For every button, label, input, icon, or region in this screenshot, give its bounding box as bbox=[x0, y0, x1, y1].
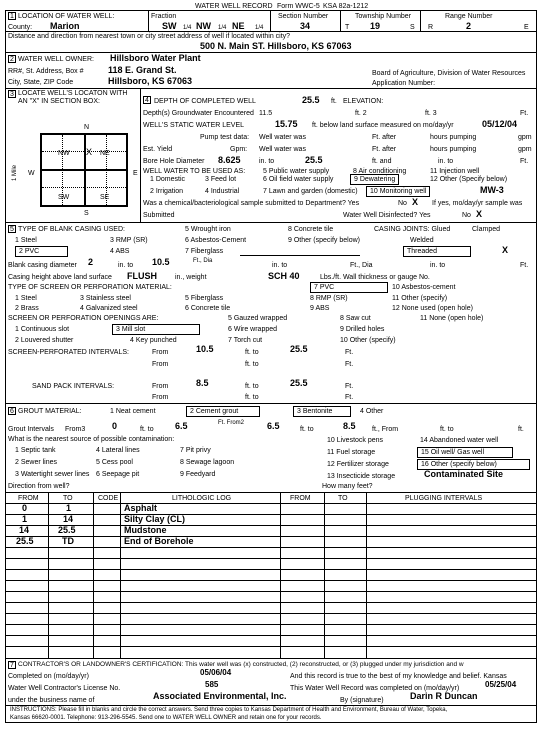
use-label: WELL WATER TO BE USED AS: bbox=[143, 168, 246, 175]
depth-value: 25.5 bbox=[302, 95, 320, 105]
disinfected-label: Water Well Disinfected? Yes bbox=[343, 212, 431, 219]
record-completed-label: This Water Well Record was completed on (mo/day/yr) bbox=[290, 685, 460, 692]
yield-gpm: Gpm: bbox=[230, 146, 248, 153]
static-level-label: WELL'S STATIC WATER LEVEL bbox=[143, 122, 245, 129]
grout-bentonite: 3 Bentonite bbox=[293, 406, 351, 417]
sand-ft: Ft. bbox=[345, 383, 354, 390]
contamination-label: What is the nearest source of possible contamination: bbox=[8, 436, 175, 443]
use-other: 12 Other (Specify below) bbox=[430, 176, 508, 183]
log-row-2-to: 14 bbox=[63, 514, 74, 524]
log-row-4-from: 25.5 bbox=[16, 536, 34, 546]
grout-ft-to-3: ft. to bbox=[440, 426, 454, 433]
casing-other: 9 Other (specify below) bbox=[288, 237, 360, 244]
contam-insecticide: 13 Insecticide storage bbox=[327, 473, 396, 480]
use-feedlot: 3 Feed lot bbox=[205, 176, 237, 183]
log-header-to: TO bbox=[63, 495, 73, 502]
screen-ft-2: Ft. bbox=[345, 361, 354, 368]
casing-concrete: 8 Concrete tile bbox=[288, 226, 334, 233]
contam-septic: 1 Septic tank bbox=[15, 447, 56, 454]
log-header-lithologic: LITHOLOGIC LOG bbox=[172, 495, 232, 502]
screen-to-value: 25.5 bbox=[290, 344, 308, 354]
certification-text: CONTRACTOR'S OR LANDOWNER'S CERTIFICATION: This water well was (x) constructed, (2) reconstructed, or (3) plugged under my jurisdiction and w bbox=[18, 661, 464, 668]
compass-s: S bbox=[84, 210, 89, 217]
well-location-x: X bbox=[86, 147, 93, 157]
pump-ft-after: Ft. after bbox=[372, 134, 397, 141]
grout-from2-value: 6.5 bbox=[267, 421, 280, 431]
casing-welded: Welded bbox=[410, 237, 434, 244]
grout-ft-to-2: ft. to bbox=[300, 426, 314, 433]
contam-feedyard: 9 Feedyard bbox=[180, 471, 216, 478]
grout-ft-to: ft. to bbox=[140, 426, 154, 433]
screen-galvanized: 4 Galvanized steel bbox=[80, 305, 138, 312]
use-dewatering: 9 Dewatering bbox=[350, 174, 399, 185]
grout-intervals-label: Grout Intervals bbox=[8, 426, 54, 433]
screen-brass: 2 Brass bbox=[15, 305, 39, 312]
contam-fertilizer: 12 Fertilizer storage bbox=[327, 461, 389, 468]
casing-pvc: 2 PVC bbox=[15, 246, 68, 257]
use-industrial: 4 Industrial bbox=[205, 188, 240, 195]
locate-label-2: AN "X" IN SECTION BOX: bbox=[18, 98, 100, 105]
log-row-4-log: End of Borehole bbox=[124, 536, 194, 546]
section-number-label: Section Number bbox=[278, 13, 329, 20]
opening-continuous: 1 Continuous slot bbox=[15, 326, 70, 333]
grout-neat: 1 Neat cement bbox=[110, 408, 156, 415]
casing-sch: SCH 40 bbox=[268, 271, 300, 281]
log-row-2-from: 1 bbox=[22, 514, 28, 524]
casing-wrought-iron: 5 Wrought iron bbox=[185, 226, 231, 233]
yield-water-was: Well water was bbox=[259, 146, 306, 153]
sand-from-label-2: From bbox=[152, 394, 169, 401]
signature-name: Darin R Duncan bbox=[410, 691, 478, 701]
sand-to-label: ft. to bbox=[245, 383, 259, 390]
yield-label: Est. Yield bbox=[143, 146, 173, 153]
sand-to-label-2: ft. to bbox=[245, 394, 259, 401]
groundwater-1: 11.5 bbox=[259, 110, 273, 117]
elevation-label: ELEVATION: bbox=[343, 98, 384, 105]
opening-none: 11 None (open hole) bbox=[420, 315, 484, 322]
casing-clamped: Clamped bbox=[472, 226, 501, 233]
owner-value: Hillsboro Water Plant bbox=[110, 53, 201, 63]
county-value: Marion bbox=[50, 21, 80, 31]
pump-gpm: gpm bbox=[518, 134, 532, 141]
bore-ft-and: ft. and bbox=[372, 158, 392, 165]
monitoring-well-id: MW-3 bbox=[480, 185, 504, 195]
distance-value: 500 N. Main ST. Hillsboro, KS 67063 bbox=[200, 41, 352, 51]
grout-from3: From3 bbox=[65, 426, 86, 433]
sand-from-label: From bbox=[152, 383, 169, 390]
pump-test-label: Pump test data: bbox=[200, 134, 250, 141]
opening-torch: 7 Torch cut bbox=[228, 337, 263, 344]
casing-diameter-value: 2 bbox=[88, 257, 94, 267]
how-many-feet-label: How many feet? bbox=[322, 483, 373, 490]
casing-threaded: Threaded bbox=[403, 246, 471, 257]
chem-no-label: No bbox=[398, 200, 407, 207]
range-value: 2 bbox=[466, 21, 472, 31]
bore-ft: Ft. bbox=[520, 158, 529, 165]
business-label: under the business name of bbox=[8, 697, 95, 704]
depth-label: DEPTH OF COMPLETED WELL bbox=[154, 98, 256, 105]
pump-hours: hours pumping bbox=[430, 134, 477, 141]
opening-gauzed: 5 Gauzed wrapped bbox=[228, 315, 288, 322]
use-oilfield: 6 Oil field water supply bbox=[263, 176, 334, 183]
contam-seepage: 6 Seepage pit bbox=[96, 471, 140, 478]
groundwater-3-label: ft. 3 bbox=[425, 110, 437, 117]
instructions-line-1: INSTRUCTIONS: Please fill in blanks and circle the correct answers. Send three copies to Kansas Department of Health and Environment, Bureau of Water, Topeka, bbox=[10, 707, 448, 713]
use-lawn: 7 Lawn and garden (domestic) bbox=[263, 188, 358, 195]
chem-if-yes: If yes, mo/day/yr sample was bbox=[432, 200, 523, 207]
license-number: 585 bbox=[205, 680, 219, 689]
compass-e: E bbox=[133, 170, 138, 177]
section-number-value: 34 bbox=[300, 21, 311, 31]
distance-label: Distance and direction from nearest town or city street address of well if located within city? bbox=[8, 33, 291, 40]
casing-in-to-2: in. to bbox=[272, 262, 288, 269]
casing-steel: 1 Steel bbox=[15, 237, 37, 244]
groundwater-ft: Ft. bbox=[520, 110, 529, 117]
license-label: Water Well Contractor's License No. bbox=[8, 685, 121, 692]
casing-joints-label: CASING JOINTS: Glued bbox=[374, 226, 451, 233]
board-label: Board of Agriculture, Division of Water Resources bbox=[372, 70, 526, 77]
instructions-line-2: Kansas 66620-0001. Telephone: 913-296-5545. Send one to WATER WELL OWNER and retain one for your records. bbox=[10, 715, 322, 721]
quadrant-nw: NW bbox=[58, 150, 70, 157]
screen-to-label: ft. to bbox=[245, 349, 259, 356]
section-1-number: 1 bbox=[8, 12, 16, 20]
chem-sample-label: Was a chemical/bacteriological sample submitted to Department? Yes bbox=[143, 200, 360, 207]
grout-other: 4 Other bbox=[360, 408, 384, 415]
county-label: County: bbox=[8, 24, 33, 31]
log-header-plugging: PLUGGING INTERVALS bbox=[405, 495, 483, 502]
ksa-ref: KSA 82a-1212 bbox=[323, 3, 369, 10]
screen-asbestos: 10 Asbestos-cement bbox=[392, 284, 456, 291]
grout-ft: ft. bbox=[518, 426, 524, 433]
township-label: Township Number bbox=[355, 13, 412, 20]
street-label: RR#, St. Address, Box # bbox=[8, 68, 84, 75]
grout-ft-from2: Ft. From2 bbox=[218, 420, 245, 426]
contam-watertight: 3 Watertight sewer lines bbox=[15, 471, 90, 478]
casing-ft-3: Ft. bbox=[520, 262, 529, 269]
use-air: 8 Air conditioning bbox=[353, 168, 407, 175]
chem-no-x: X bbox=[412, 197, 419, 207]
opening-key: 4 Key punched bbox=[130, 337, 177, 344]
record-true-text: And this record is true to the best of my knowledge and belief. Kansas bbox=[290, 673, 507, 680]
grout-label: GROUT MATERIAL: bbox=[18, 408, 82, 415]
section-2-number: 2 bbox=[8, 55, 16, 63]
locate-label-1: LOCATE WELL'S LOCATON WITH bbox=[18, 90, 128, 97]
opening-drilled: 9 Drilled holes bbox=[340, 326, 385, 333]
contam-abandoned: 14 Abandoned water well bbox=[420, 437, 499, 444]
casing-diameter-label: Blank casing diameter bbox=[8, 262, 77, 269]
quarter-mark-3: 1/4 bbox=[255, 25, 264, 31]
screen-abs: 9 ABS bbox=[310, 305, 330, 312]
opening-wire: 6 Wire wrapped bbox=[228, 326, 278, 333]
grout-cement: 2 Cement grout bbox=[186, 406, 260, 417]
log-row-3-to: 25.5 bbox=[58, 525, 76, 535]
city-value: Hillsboro, KS 67063 bbox=[108, 76, 193, 86]
fraction-q2: NW bbox=[196, 21, 211, 31]
bore-in-to: in. to bbox=[259, 158, 275, 165]
business-name: Associated Environmental, Inc. bbox=[153, 691, 287, 701]
sand-ft-2: Ft. bbox=[345, 394, 354, 401]
opening-mill-slot: 3 Mill slot bbox=[112, 324, 200, 335]
quarter-mark-1: 1/4 bbox=[183, 25, 192, 31]
contam-livestock: 10 Livestock pens bbox=[327, 437, 384, 444]
yield-gpm-2: gpm bbox=[518, 146, 532, 153]
groundwater-label: Depth(s) Groundwater Encountered bbox=[143, 110, 254, 117]
city-label: City, State, ZIP Code bbox=[8, 79, 74, 86]
screen-to-label-2: ft. to bbox=[245, 361, 259, 368]
use-public: 5 Public water supply bbox=[263, 168, 330, 175]
log-row-1-from: 0 bbox=[22, 503, 28, 513]
log-header-plug-to: TO bbox=[338, 495, 348, 502]
opening-saw: 8 Saw cut bbox=[340, 315, 371, 322]
quadrant-sw: SW bbox=[58, 194, 70, 201]
quadrant-ne: NE bbox=[100, 150, 110, 157]
use-irrigation: 2 Irrigation bbox=[150, 188, 184, 195]
screen-rmp: 8 RMP (SR) bbox=[310, 295, 348, 302]
screen-stainless: 3 Stainless steel bbox=[80, 295, 131, 302]
casing-diameter-to: 10.5 bbox=[152, 257, 170, 267]
screen-from-label-2: From bbox=[152, 361, 169, 368]
log-row-3-from: 14 bbox=[19, 525, 30, 535]
contaminated-site: Contaminated Site bbox=[424, 469, 504, 479]
screen-material-label: TYPE OF SCREEN OR PERFORATION MATERIAL: bbox=[8, 284, 172, 291]
application-number-label: Application Number: bbox=[372, 80, 436, 87]
screen-fiberglass: 5 Fiberglass bbox=[185, 295, 224, 302]
opening-other: 10 Other (specify) bbox=[340, 337, 396, 344]
compass-w: W bbox=[28, 170, 35, 177]
log-header-from: FROM bbox=[18, 495, 39, 502]
disinfected-no-x: X bbox=[476, 209, 483, 219]
casing-ft-dia-1: Ft., Dia bbox=[193, 258, 213, 264]
casing-height-value: FLUSH bbox=[127, 271, 157, 281]
casing-rmp: 3 RMP (SR) bbox=[110, 237, 148, 244]
casing-lbs-label: Lbs./ft. Wall thickness or gauge No. bbox=[320, 274, 430, 281]
range-e: E bbox=[524, 24, 529, 31]
use-domestic: 1 Domestic bbox=[150, 176, 186, 183]
casing-fiberglass: 7 Fiberglass bbox=[185, 248, 224, 255]
form-title: WATER WELL RECORD bbox=[195, 3, 273, 10]
log-row-2-log: Silty Clay (CL) bbox=[124, 514, 186, 524]
sand-to-value: 25.5 bbox=[290, 378, 308, 388]
casing-abs: 4 ABS bbox=[110, 248, 130, 255]
township-value: 19 bbox=[370, 21, 381, 31]
grout-to2-value: 8.5 bbox=[343, 421, 356, 431]
quadrant-se: SE bbox=[100, 194, 110, 201]
screen-pvc: 7 PVC bbox=[310, 282, 388, 293]
contam-cess: 5 Cess pool bbox=[96, 459, 133, 466]
quarter-mark-2: 1/4 bbox=[218, 25, 227, 31]
screen-ft: Ft. bbox=[345, 349, 354, 356]
township-s: S bbox=[410, 24, 415, 31]
static-level-desc: ft. below land surface measured on mo/day/yr bbox=[312, 122, 454, 129]
yield-ft-after: Ft. after bbox=[372, 146, 397, 153]
fraction-q3: NE bbox=[232, 21, 245, 31]
mile-label: 1 Mile bbox=[12, 164, 19, 182]
grout-ft-from: ft., From bbox=[372, 426, 399, 433]
casing-in-to: in. to bbox=[118, 262, 134, 269]
use-monitoring: 10 Monitoring well bbox=[366, 186, 430, 197]
openings-label: SCREEN OR PERFORATION OPENINGS ARE: bbox=[8, 315, 159, 322]
section-4-number: 4 bbox=[143, 96, 151, 104]
log-row-1-log: Asphalt bbox=[124, 503, 158, 513]
screen-concrete: 6 Concrete tile bbox=[185, 305, 231, 312]
log-row-4-to: TD bbox=[62, 536, 74, 546]
location-label: LOCATION OF WATER WELL: bbox=[18, 13, 115, 20]
bore-to-value: 25.5 bbox=[305, 155, 323, 165]
yield-hours: hours pumping bbox=[430, 146, 477, 153]
fraction-label: Fraction bbox=[151, 13, 177, 20]
static-level-date: 05/12/04 bbox=[482, 119, 518, 129]
section-3-number: 3 bbox=[8, 90, 16, 98]
pump-water-was: Well water was bbox=[259, 134, 306, 141]
section-5-number: 5 bbox=[8, 225, 16, 233]
static-level-value: 15.75 bbox=[275, 119, 298, 129]
street-value: 118 E. Grand St. bbox=[108, 65, 177, 75]
log-header-plug-from: FROM bbox=[290, 495, 311, 502]
casing-ft-dia-2: Ft., Dia bbox=[350, 262, 373, 269]
direction-label: Direction from well? bbox=[8, 483, 70, 490]
opening-louvered: 2 Louvered shutter bbox=[15, 337, 74, 344]
screen-from-value: 10.5 bbox=[196, 344, 214, 354]
use-injection: 11 Injection well bbox=[430, 168, 480, 175]
casing-threaded-x: X bbox=[502, 245, 509, 255]
completed-date: 05/06/04 bbox=[200, 668, 232, 677]
bore-label: Bore Hole Diameter bbox=[143, 158, 205, 165]
sand-pack-label: SAND PACK INTERVALS: bbox=[32, 383, 115, 390]
submitted-label: Submitted bbox=[143, 212, 175, 219]
record-completed-date: 05/25/04 bbox=[485, 680, 517, 689]
log-row-1-to: 1 bbox=[66, 503, 72, 513]
bore-in-to-2: in. to bbox=[438, 158, 454, 165]
range-label: Range Number bbox=[445, 13, 493, 20]
screen-steel: 1 Steel bbox=[15, 295, 37, 302]
range-r: R bbox=[428, 24, 434, 31]
fraction-q1: SW bbox=[162, 21, 177, 31]
compass-n: N bbox=[84, 124, 90, 131]
screen-intervals-label: SCREEN-PERFORATED INTERVALS: bbox=[8, 349, 129, 356]
groundwater-2-label: ft. 2 bbox=[355, 110, 367, 117]
contam-oil-gas: 15 Oil well/ Gas well bbox=[417, 447, 513, 458]
casing-asbestos: 6 Asbestos-Cement bbox=[185, 237, 247, 244]
log-row-3-log: Mudstone bbox=[124, 525, 167, 535]
section-7-number: 7 bbox=[8, 661, 16, 669]
casing-weight-label: in., weight bbox=[175, 274, 207, 281]
screen-other: 11 Other (specify) bbox=[392, 295, 448, 302]
contam-lagoon: 8 Sewage lagoon bbox=[180, 459, 235, 466]
log-header-code: CODE bbox=[98, 495, 119, 502]
casing-label: TYPE OF BLANK CASING USED: bbox=[18, 226, 125, 233]
contam-other: 16 Other (specify below) bbox=[417, 459, 530, 470]
grout-to-value: 6.5 bbox=[175, 421, 188, 431]
casing-height-label: Casing height above land surface bbox=[8, 274, 112, 281]
contam-lateral: 4 Lateral lines bbox=[96, 447, 140, 454]
contam-fuel: 11 Fuel storage bbox=[327, 449, 376, 456]
depth-ft: ft. bbox=[331, 98, 337, 105]
completed-label: Completed on (mo/day/yr) bbox=[8, 673, 89, 680]
casing-in-to-3: in. to bbox=[430, 262, 446, 269]
section-6-number: 6 bbox=[8, 407, 16, 415]
bore-value: 8.625 bbox=[218, 155, 241, 165]
screen-none: 12 None used (open hole) bbox=[392, 305, 473, 312]
form-number: Form WWC-5 bbox=[277, 3, 320, 10]
contam-pit: 7 Pit privy bbox=[180, 447, 211, 454]
sand-from-value: 8.5 bbox=[196, 378, 209, 388]
grout-from-value: 0 bbox=[112, 421, 118, 431]
owner-label: WATER WELL OWNER: bbox=[18, 56, 94, 63]
contam-sewer: 2 Sewer lines bbox=[15, 459, 58, 466]
screen-from-label: From bbox=[152, 349, 169, 356]
signature-label: By (signature) bbox=[340, 697, 384, 704]
township-t: T bbox=[345, 24, 350, 31]
disinfected-no-label: No bbox=[462, 212, 471, 219]
